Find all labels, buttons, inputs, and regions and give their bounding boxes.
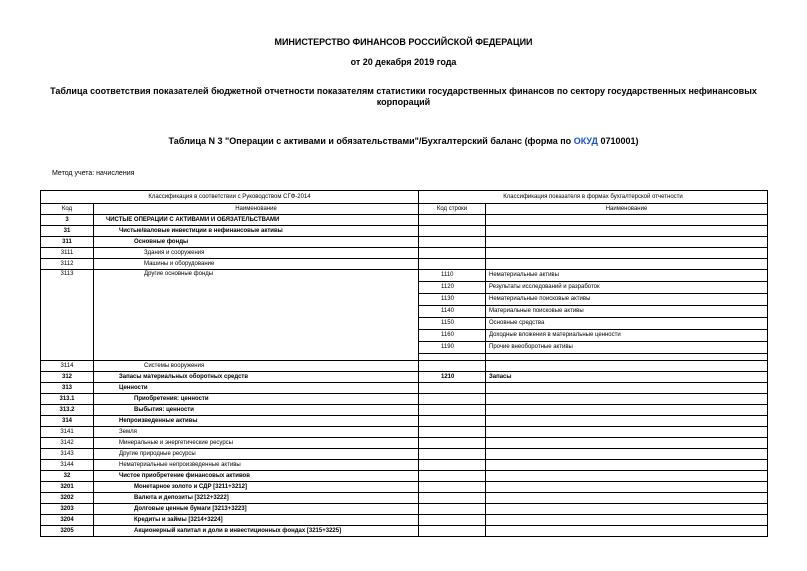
table-title-mid: /Бухгалтерский баланс (форма по xyxy=(418,136,574,146)
row-name: Валюта и депозиты [3212+3222] xyxy=(94,493,419,504)
row-line-name xyxy=(486,526,768,537)
row-line-code xyxy=(419,449,486,460)
table-row xyxy=(41,361,768,372)
row-line-code xyxy=(419,394,486,405)
row-line-code xyxy=(419,237,486,248)
row-line-name: Доходные вложения в материальные ценности xyxy=(486,330,768,342)
okud-link[interactable]: ОКУД xyxy=(573,136,598,146)
table-row xyxy=(41,471,768,482)
row-line-code: 1120 xyxy=(419,282,486,294)
ministry-title: МИНИСТЕРСТВО ФИНАНСОВ РОССИЙСКОЙ ФЕДЕРАЦИИ xyxy=(274,37,533,47)
row-name: Монетарное золото и СДР [3211+3212] xyxy=(94,482,419,493)
row-line-code xyxy=(419,259,486,270)
col-header-code: Код xyxy=(41,204,94,215)
table-row xyxy=(41,515,768,526)
table-title-post: 0710001) xyxy=(597,136,639,146)
row-line-code xyxy=(419,361,486,372)
row-line-name xyxy=(486,471,768,482)
col-header-line-code: Код строки xyxy=(419,204,486,215)
row-code: 31 xyxy=(41,226,94,237)
row-line-code xyxy=(419,471,486,482)
row-line-name xyxy=(486,460,768,471)
row-line-code xyxy=(419,226,486,237)
group-header-accounting: Классификация показателя в формах бухгалтерской отчетности xyxy=(419,191,768,204)
row-line-code: 1150 xyxy=(419,318,486,330)
col-header-line-name: Наименование xyxy=(486,204,768,215)
row-line-code: 1110 xyxy=(419,270,486,282)
row-line-code: 1160 xyxy=(419,330,486,342)
group-header-sgf: Классификация в соответствии с Руководством СГФ-2014 xyxy=(41,191,419,204)
row-name: Системы вооружения xyxy=(94,361,419,372)
row-line-name: Материальные поисковые активы xyxy=(486,306,768,318)
row-name: Приобретения: ценности xyxy=(94,394,419,405)
table-row xyxy=(41,383,768,394)
row-code: 3201 xyxy=(41,482,94,493)
table-row xyxy=(41,493,768,504)
row-name: Долговые ценные бумаги [3213+3223] xyxy=(94,504,419,515)
row-name: Земля xyxy=(94,427,419,438)
row-line-name xyxy=(486,504,768,515)
row-line-name xyxy=(486,237,768,248)
correspondence-table xyxy=(40,190,768,537)
row-line-code xyxy=(419,383,486,394)
row-line-code xyxy=(419,515,486,526)
row-line-code xyxy=(419,493,486,504)
row-line-code: 1190 xyxy=(419,342,486,354)
row-line-name xyxy=(486,438,768,449)
row-name: Чистые/валовые инвестиции в нефинансовые активы xyxy=(94,226,419,237)
row-line-name xyxy=(486,449,768,460)
row-line-name xyxy=(486,515,768,526)
row-line-name: Основные средства xyxy=(486,318,768,330)
table-row xyxy=(41,215,768,226)
row-line-code xyxy=(419,504,486,515)
row-name: Ценности xyxy=(94,383,419,394)
table-row xyxy=(41,405,768,416)
row-code: 3141 xyxy=(41,427,94,438)
row-name: Другие природные ресурсы xyxy=(94,449,419,460)
table-row xyxy=(41,460,768,471)
table-row xyxy=(41,237,768,248)
row-code: 3202 xyxy=(41,493,94,504)
document-subtitle: Таблица соответствия показателей бюджетной отчетности показателям статистики государственных финансов по сектору государственных нефинансовых корпораций xyxy=(50,86,757,107)
table-row xyxy=(41,259,768,270)
table-row xyxy=(41,526,768,537)
row-line-code xyxy=(419,482,486,493)
row-name: Машины и оборудование xyxy=(94,259,419,270)
row-name: Нематериальные непроизведенные активы xyxy=(94,460,419,471)
row-line-code: 1130 xyxy=(419,294,486,306)
row-line-code xyxy=(419,248,486,259)
row-code: 3112 xyxy=(41,259,94,270)
row-code: 313 xyxy=(41,383,94,394)
table-row xyxy=(41,248,768,259)
row-code: 32 xyxy=(41,471,94,482)
row-line-name: Результаты исследований и разработок xyxy=(486,282,768,294)
table-row xyxy=(41,482,768,493)
row-code: 3144 xyxy=(41,460,94,471)
row-line-code: 1140 xyxy=(419,306,486,318)
row-name: Минеральные и энергетические ресурсы xyxy=(94,438,419,449)
row-line-name xyxy=(486,482,768,493)
row-code: 3204 xyxy=(41,515,94,526)
row-code: 311 xyxy=(41,237,94,248)
row-code: 3142 xyxy=(41,438,94,449)
row-line-name xyxy=(486,215,768,226)
row-line-code: 1210 xyxy=(419,372,486,383)
table-row xyxy=(41,226,768,237)
row-line-name xyxy=(486,394,768,405)
row-line-name: Прочие внеоборотные активы xyxy=(486,342,768,354)
row-line-code xyxy=(419,427,486,438)
row-name: Запасы материальных оборотных средств xyxy=(94,372,419,383)
row-line-name xyxy=(486,361,768,372)
row-line-name xyxy=(486,427,768,438)
row-code: 3143 xyxy=(41,449,94,460)
row-code: 3111 xyxy=(41,248,94,259)
row-name: Чистое приобретение финансовых активов xyxy=(94,471,419,482)
row-line-code xyxy=(419,460,486,471)
row-line-name xyxy=(486,248,768,259)
accounting-method: Метод учета: начисления xyxy=(52,170,135,177)
row-name: Другие основные фонды xyxy=(94,270,419,361)
row-name: Акционерный капитал и доли в инвестиционных фондах [3215+3225] xyxy=(94,526,419,537)
row-line-name xyxy=(486,416,768,427)
row-line-name: Нематериальные поисковые активы xyxy=(486,294,768,306)
row-line-code xyxy=(419,215,486,226)
row-line-name xyxy=(486,354,768,361)
row-line-code xyxy=(419,438,486,449)
table-title-pre: Таблица N 3 "Операции с активами и обязательствами" xyxy=(168,136,419,146)
row-name: Здания и сооружения xyxy=(94,248,419,259)
document-date: от 20 декабря 2019 года xyxy=(350,57,457,67)
row-line-name xyxy=(486,405,768,416)
table-row xyxy=(41,438,768,449)
table-row xyxy=(41,270,768,282)
row-line-code xyxy=(419,405,486,416)
table-row xyxy=(41,416,768,427)
row-code: 313.2 xyxy=(41,405,94,416)
row-line-name: Нематериальные активы xyxy=(486,270,768,282)
row-line-code xyxy=(419,416,486,427)
row-line-name xyxy=(486,493,768,504)
row-line-code xyxy=(419,354,486,361)
row-line-code xyxy=(419,526,486,537)
table-row xyxy=(41,427,768,438)
table-row xyxy=(41,449,768,460)
row-name: Кредиты и займы [3214+3224] xyxy=(94,515,419,526)
table-row xyxy=(41,372,768,383)
table-row xyxy=(41,394,768,405)
row-line-name: Запасы xyxy=(486,372,768,383)
row-name: Непроизведенные активы xyxy=(94,416,419,427)
row-code: 3114 xyxy=(41,361,94,372)
row-code: 3113 xyxy=(41,270,94,361)
table-title xyxy=(0,136,807,146)
row-code: 3203 xyxy=(41,504,94,515)
row-name: Основные фонды xyxy=(94,237,419,248)
row-code: 313.1 xyxy=(41,394,94,405)
row-code: 312 xyxy=(41,372,94,383)
row-name: ЧИСТЫЕ ОПЕРАЦИИ С АКТИВАМИ И ОБЯЗАТЕЛЬСТВАМИ xyxy=(94,215,419,226)
row-line-name xyxy=(486,259,768,270)
table-row xyxy=(41,504,768,515)
row-code: 3 xyxy=(41,215,94,226)
row-code: 3205 xyxy=(41,526,94,537)
col-header-name: Наименование xyxy=(94,204,419,215)
row-code: 314 xyxy=(41,416,94,427)
row-line-name xyxy=(486,383,768,394)
row-line-name xyxy=(486,226,768,237)
row-name: Выбытия: ценности xyxy=(94,405,419,416)
